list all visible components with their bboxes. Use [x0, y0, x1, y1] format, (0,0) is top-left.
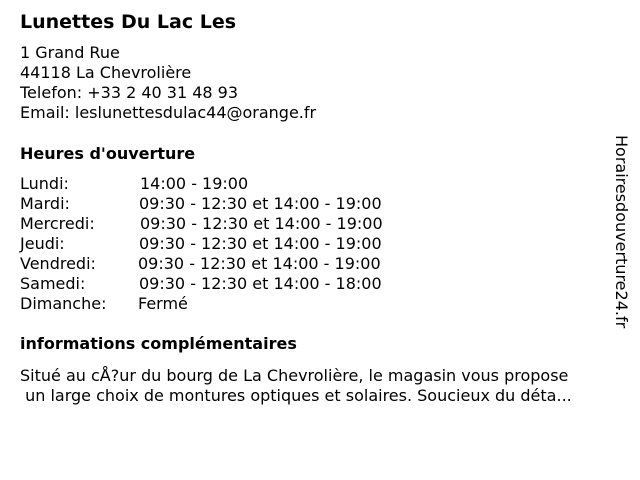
store-phone: Telefon: +33 2 40 31 48 93 [20, 83, 239, 102]
additional-info-heading: informations complémentaires [20, 334, 297, 353]
store-address-block [20, 43, 316, 123]
time-value: Fermé [138, 294, 188, 313]
time-value: 09:30 - 12:30 et 14:00 - 19:00 [140, 214, 383, 233]
day-label: Dimanche: [20, 294, 107, 313]
opening-hours-heading: Heures d'ouverture [20, 144, 196, 163]
watermark-text: Horairesdouverture24.fr [612, 135, 631, 329]
address-street: 1 Grand Rue [20, 43, 120, 62]
day-label: Vendredi: [20, 254, 96, 273]
day-label: Samedi: [20, 274, 86, 293]
description-line-2: un large choix de montures optiques et solaires. Soucieux du déta... [20, 386, 572, 405]
day-label: Mercredi: [20, 214, 95, 233]
time-value: 14:00 - 19:00 [140, 174, 249, 193]
description-line-1: Situé au cÅ?ur du bourg de La Chevrolière, le magasin vous propose [20, 366, 569, 385]
day-label: Mardi: [20, 194, 70, 213]
time-value: 09:30 - 12:30 et 14:00 - 19:00 [138, 254, 381, 273]
day-label: Jeudi: [20, 234, 65, 253]
store-description [20, 366, 625, 406]
time-value: 09:30 - 12:30 et 14:00 - 19:00 [139, 234, 382, 253]
time-value: 09:30 - 12:30 et 14:00 - 18:00 [139, 274, 382, 293]
store-email: Email: leslunettesdulac44@orange.fr [20, 103, 317, 122]
site-watermark [609, 135, 639, 345]
store-name: Lunettes Du Lac Les [20, 11, 237, 33]
time-value: 09:30 - 12:30 et 14:00 - 19:00 [139, 194, 382, 213]
address-city: 44118 La Chevrolière [20, 63, 192, 82]
day-label: Lundi: [20, 174, 69, 193]
